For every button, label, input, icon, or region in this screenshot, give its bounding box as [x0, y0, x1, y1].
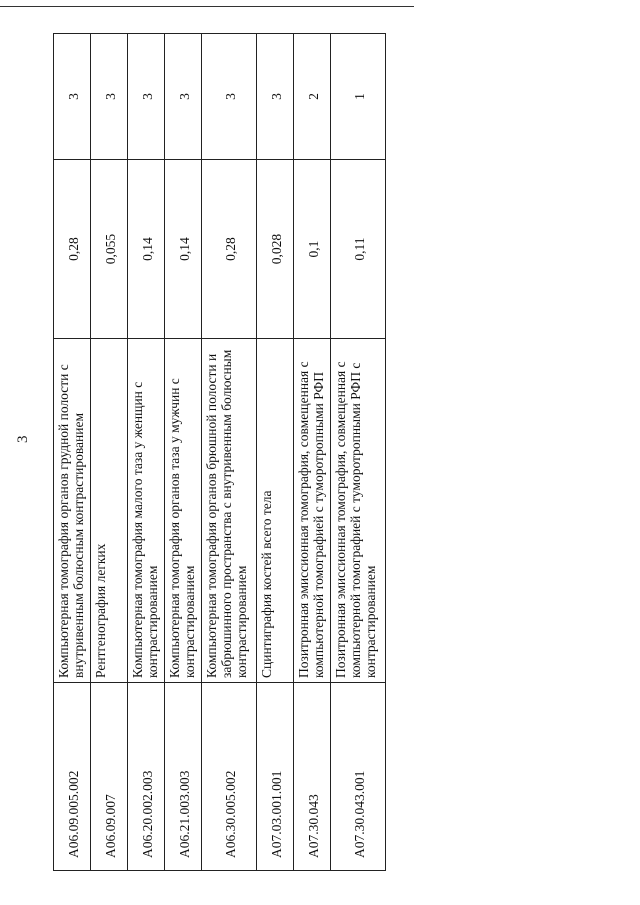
- service-coefficient: 0,11: [331, 160, 386, 339]
- page-number: 3: [15, 435, 31, 443]
- service-coefficient: 0,14: [165, 160, 202, 339]
- service-name: Позитронная эмиссионная томография, совмещенная с компьютерной томографией с туморотропными РФП с контрастированием: [331, 339, 386, 683]
- service-code: A06.09.005.002: [54, 683, 91, 871]
- service-code: A06.30.005.002: [202, 683, 257, 871]
- service-level: 2: [294, 34, 331, 160]
- service-code: A07.03.001.001: [257, 683, 294, 871]
- service-name: Компьютерная томография малого таза у женщин с контрастированием: [128, 339, 165, 683]
- service-level: 3: [165, 34, 202, 160]
- service-code: A06.09.007: [91, 683, 128, 871]
- service-name: Рентгенография легких: [91, 339, 128, 683]
- service-name: Компьютерная томография органов брюшной полости и забрюшинного пространства с внутривенным болюсным контрастированием: [202, 339, 257, 683]
- table-row: [257, 34, 294, 871]
- service-level: 3: [257, 34, 294, 160]
- table-row: [128, 34, 165, 871]
- service-level: 1: [331, 34, 386, 160]
- service-coefficient: 0,28: [202, 160, 257, 339]
- service-coefficient: 0,055: [91, 160, 128, 339]
- service-level: 3: [202, 34, 257, 160]
- service-code: A07.30.043: [294, 683, 331, 871]
- service-name: Позитронная эмиссионная томография, совмещенная с компьютерной томографией с туморотропными РФП: [294, 339, 331, 683]
- table-row: [294, 34, 331, 871]
- table-row: [91, 34, 128, 871]
- table-row: [331, 34, 386, 871]
- services-table: [53, 33, 386, 871]
- service-level: 3: [91, 34, 128, 160]
- service-name: Компьютерная томография органов таза у мужчин с контрастированием: [165, 339, 202, 683]
- table-row: [165, 34, 202, 871]
- service-coefficient: 0,14: [128, 160, 165, 339]
- service-code: A06.20.002.003: [128, 683, 165, 871]
- service-name: Сцинтиграфия костей всего тела: [257, 339, 294, 683]
- service-coefficient: 0,1: [294, 160, 331, 339]
- service-code: A06.21.003.003: [165, 683, 202, 871]
- service-level: 3: [54, 34, 91, 160]
- table-row: [54, 34, 91, 871]
- service-coefficient: 0,28: [54, 160, 91, 339]
- service-name: Компьютерная томография органов грудной полости с внутривенным болюсным контрастированием: [54, 339, 91, 683]
- table-row: [202, 34, 257, 871]
- service-code: A07.30.043.001: [331, 683, 386, 871]
- service-level: 3: [128, 34, 165, 160]
- service-coefficient: 0,028: [257, 160, 294, 339]
